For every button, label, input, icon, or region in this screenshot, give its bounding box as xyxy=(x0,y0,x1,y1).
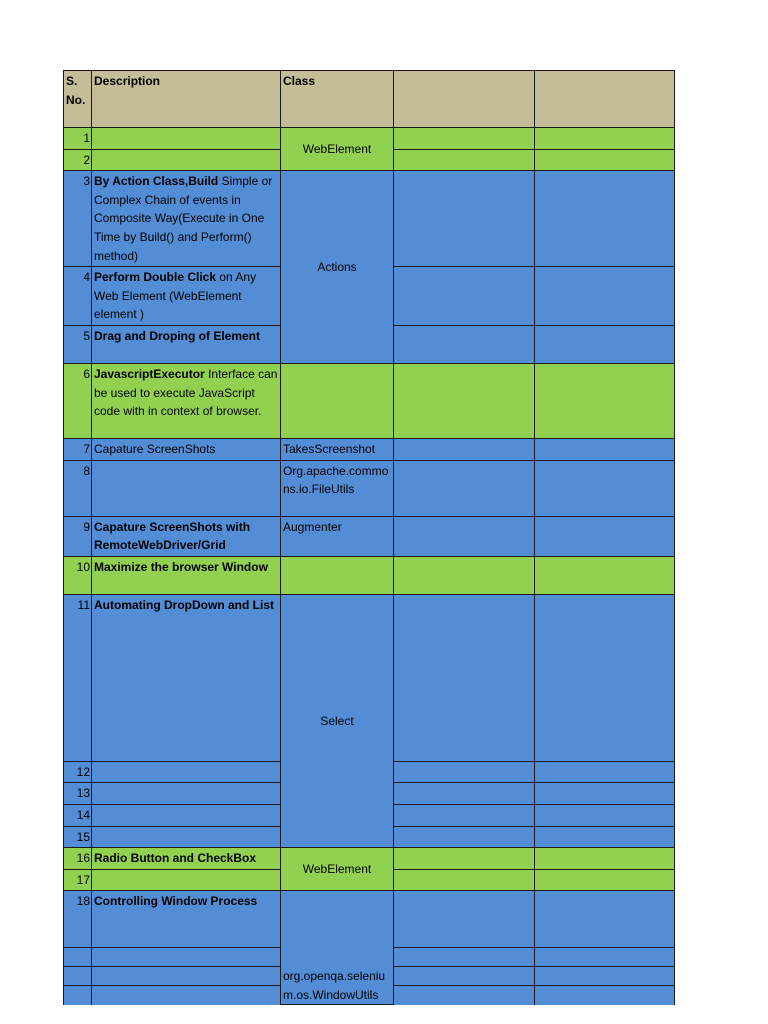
row-cell xyxy=(394,783,535,805)
row-description xyxy=(92,804,281,826)
table-row xyxy=(64,363,675,438)
row-description-text: on Any Web Element (WebElement element ) xyxy=(94,270,257,322)
row-number: 16 xyxy=(64,848,92,870)
row-number: 15 xyxy=(64,826,92,848)
row-cell xyxy=(394,761,535,783)
row-number xyxy=(64,986,92,1005)
row-description: Radio Button and CheckBox xyxy=(92,848,281,870)
row-number: 4 xyxy=(64,267,92,326)
row-number: 9 xyxy=(64,516,92,556)
row-cell xyxy=(394,438,535,460)
row-description: Capature ScreenShots with RemoteWebDriver/Grid xyxy=(92,516,281,556)
row-description-text: Interface can be used to execute JavaScript code with in context of browser. xyxy=(94,366,278,419)
row-number xyxy=(64,967,92,986)
row-cell xyxy=(535,325,675,363)
row-class xyxy=(281,363,394,438)
row-number: 2 xyxy=(64,149,92,171)
row-description xyxy=(92,948,281,967)
row-number: 7 xyxy=(64,438,92,460)
row-cell xyxy=(535,516,675,556)
table-row xyxy=(64,438,675,460)
row-cell xyxy=(394,149,535,171)
table-row xyxy=(64,171,675,267)
table-row xyxy=(64,460,675,516)
row-description xyxy=(92,267,281,326)
row-description xyxy=(92,171,281,267)
row-description xyxy=(92,761,281,783)
row-cell xyxy=(394,363,535,438)
row-cell xyxy=(394,556,535,594)
row-number: 18 xyxy=(64,891,92,948)
row-cell xyxy=(394,948,535,967)
row-cell xyxy=(394,869,535,891)
row-cell xyxy=(394,171,535,267)
row-cell xyxy=(535,556,675,594)
row-number: 10 xyxy=(64,556,92,594)
row-cell xyxy=(394,460,535,516)
row-cell xyxy=(394,967,535,986)
row-description: Maximize the browser Window xyxy=(92,556,281,594)
row-cell xyxy=(535,948,675,967)
row-class-select: Select xyxy=(281,594,394,847)
row-cell xyxy=(394,594,535,761)
row-description xyxy=(92,783,281,805)
row-cell xyxy=(394,128,535,150)
row-number: 6 xyxy=(64,363,92,438)
row-cell xyxy=(394,986,535,1005)
row-number: 13 xyxy=(64,783,92,805)
row-number: 17 xyxy=(64,869,92,891)
row-cell xyxy=(394,267,535,326)
row-description-bold: By Action Class,Build xyxy=(94,174,219,189)
row-cell xyxy=(394,516,535,556)
row-class: TakesScreenshot xyxy=(281,438,394,460)
table-row xyxy=(64,891,675,948)
row-description-bold: JavascriptExecutor xyxy=(94,366,205,381)
row-number: 11 xyxy=(64,594,92,761)
spreadsheet-grid xyxy=(63,70,674,1002)
header-sno: S. No. xyxy=(64,71,92,128)
row-description xyxy=(92,967,281,986)
row-description xyxy=(92,363,281,438)
row-cell xyxy=(535,783,675,805)
table-row xyxy=(64,848,675,870)
table-row xyxy=(64,594,675,761)
table-row xyxy=(64,516,675,556)
row-cell xyxy=(535,826,675,848)
row-description xyxy=(92,325,281,363)
row-number: 8 xyxy=(64,460,92,516)
row-description: Controlling Window Process xyxy=(92,891,281,948)
header-empty-col4 xyxy=(394,71,535,128)
header-empty-col5 xyxy=(535,71,675,128)
row-cell xyxy=(535,149,675,171)
row-description xyxy=(92,826,281,848)
row-description xyxy=(92,149,281,171)
row-cell xyxy=(535,804,675,826)
row-cell xyxy=(394,804,535,826)
row-class-webelement: WebElement xyxy=(281,848,394,891)
row-cell xyxy=(535,761,675,783)
row-class-webelement: WebElement xyxy=(281,128,394,171)
row-description xyxy=(92,869,281,891)
row-number: 1 xyxy=(64,128,92,150)
header-row xyxy=(64,71,675,128)
row-number: 5 xyxy=(64,325,92,363)
row-description: Capature ScreenShots xyxy=(92,438,281,460)
row-description-bold: Drag and Droping of Element xyxy=(94,328,261,343)
row-description xyxy=(92,460,281,516)
header-description: Description xyxy=(92,71,281,128)
row-number: 3 xyxy=(64,171,92,267)
row-cell xyxy=(535,848,675,870)
selenium-topics-table xyxy=(63,70,675,1005)
row-cell xyxy=(535,891,675,948)
row-cell xyxy=(535,967,675,986)
row-description-text: Simple or Complex Chain of events in Composite Way(Execute in One Time by Build() and Perform() method) xyxy=(94,174,273,263)
row-cell xyxy=(535,171,675,267)
row-cell xyxy=(535,267,675,326)
row-cell xyxy=(535,869,675,891)
row-cell xyxy=(535,438,675,460)
row-cell xyxy=(394,848,535,870)
row-description: Automating DropDown and List xyxy=(92,594,281,761)
row-cell xyxy=(535,460,675,516)
row-cell xyxy=(535,986,675,1005)
row-description xyxy=(92,128,281,150)
row-cell xyxy=(535,594,675,761)
row-cell xyxy=(535,128,675,150)
row-class xyxy=(281,556,394,594)
row-cell xyxy=(535,363,675,438)
table-row xyxy=(64,128,675,150)
row-number: 14 xyxy=(64,804,92,826)
row-class-windowutils: org.openqa.selenium.os.WindowUtils xyxy=(281,891,394,1005)
row-class-actions: Actions xyxy=(281,171,394,364)
row-description xyxy=(92,986,281,1005)
row-cell xyxy=(394,891,535,948)
row-cell xyxy=(394,826,535,848)
row-class: Org.apache.commons.io.FileUtils xyxy=(281,460,394,516)
header-class: Class xyxy=(281,71,394,128)
table-row xyxy=(64,556,675,594)
row-number xyxy=(64,948,92,967)
row-number: 12 xyxy=(64,761,92,783)
row-cell xyxy=(394,325,535,363)
row-class: Augmenter xyxy=(281,516,394,556)
row-description-bold: Perform Double Click xyxy=(94,270,217,285)
